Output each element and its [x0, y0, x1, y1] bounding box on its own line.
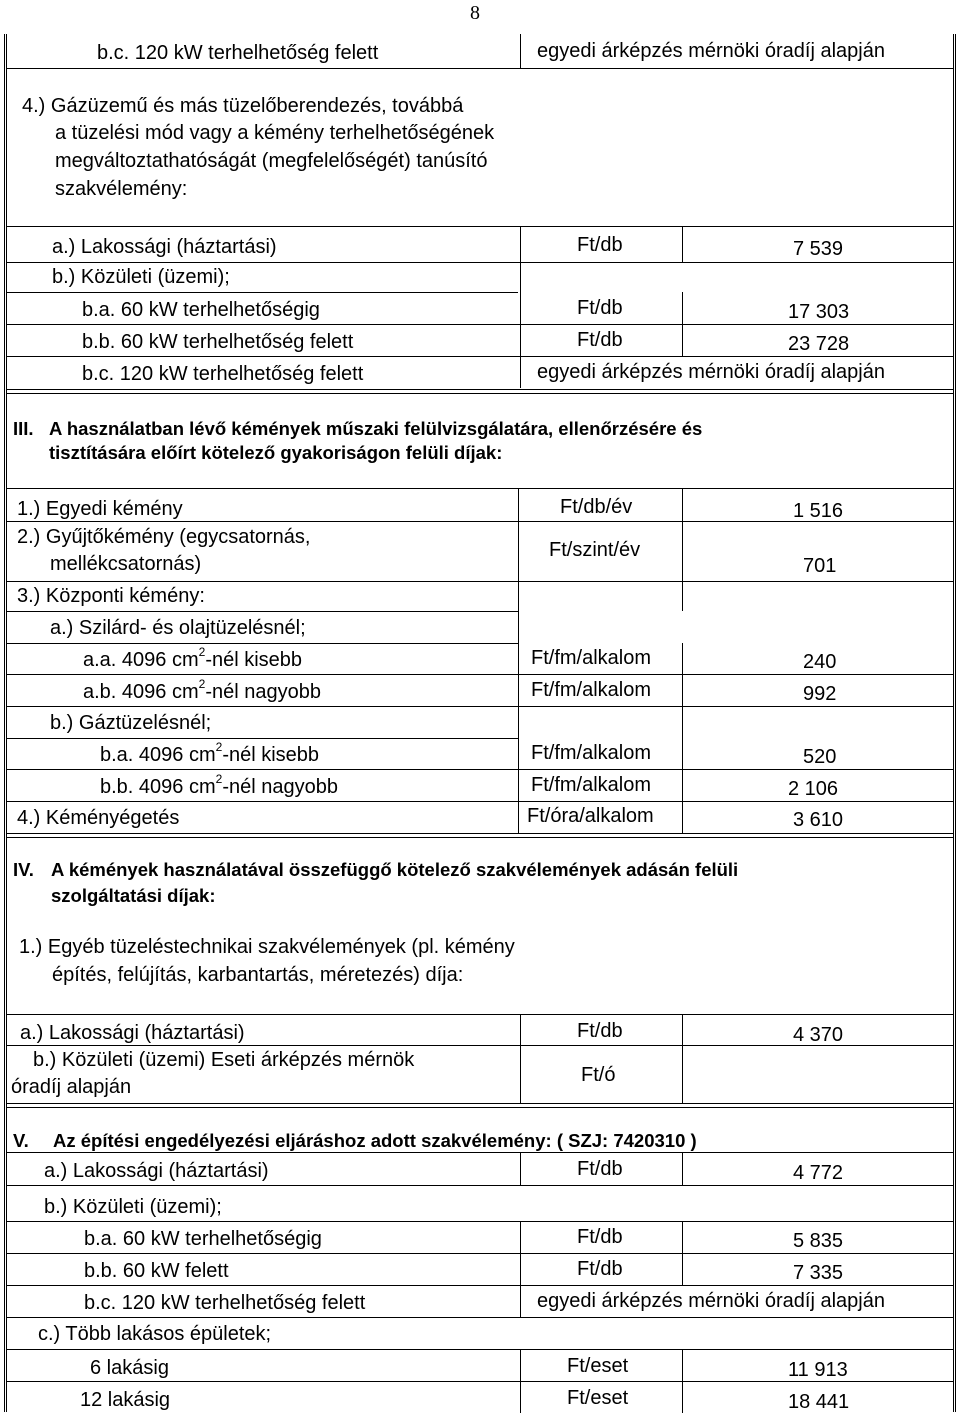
- rule: [6, 611, 518, 612]
- rule: [6, 292, 518, 293]
- sec3-r2-unit: Ft/szint/év: [549, 539, 641, 561]
- sec4b-b-unit: Ft/ó: [581, 1064, 616, 1086]
- rule: [6, 262, 954, 263]
- sec5-bc-value: egyedi árképzés mérnöki óradíj alapján: [537, 1290, 885, 1312]
- col-divider: [520, 1349, 521, 1413]
- sec4b-a-label: a.) Lakossági (háztartási): [20, 1022, 245, 1044]
- right-border: [953, 34, 956, 1412]
- sec4-a-value: 7 539: [793, 238, 844, 260]
- sec3-ab-label: a.b. 4096 $cm^2$-nél nagyobb: [83, 677, 321, 703]
- sec4-bc-label: b.c. 120 kW terhelhetőség felett: [82, 363, 364, 385]
- sec4b-b-label-2: óradíj alapján: [11, 1076, 132, 1098]
- sec3-title-2: tisztítására előírt kötelező gyakoriságon felüli díjak:: [49, 442, 503, 463]
- left-border: [4, 34, 7, 1412]
- col-divider: [682, 738, 683, 833]
- col-divider: [520, 1014, 521, 1103]
- top-bc-label: b.c. 120 kW terhelhetőség felett: [97, 42, 379, 64]
- top-bc-value: egyedi árképzés mérnöki óradíj alapján: [537, 40, 885, 62]
- sec4-line-2: a tüzelési mód vagy a kémény terhelhetőségének: [55, 122, 495, 144]
- sec3-ab-unit: Ft/fm/alkalom: [531, 679, 652, 701]
- sec3-r3b-label: b.) Gáztüzelésnél;: [50, 712, 212, 734]
- sec4-ba-value: 17 303: [788, 301, 850, 323]
- rule: [6, 1107, 954, 1108]
- sec3-ba-value: 520: [803, 746, 837, 768]
- rule: [6, 738, 518, 739]
- rule: [6, 674, 954, 675]
- col-divider: [682, 1152, 683, 1185]
- sec3-aa-label: a.a. 4096 $cm^2$-nél kisebb: [83, 645, 303, 671]
- sec3-r2-label-1: 2.) Gyűjtőkémény (egycsatornás,: [17, 526, 311, 548]
- sec3-aa-value: 240: [803, 651, 837, 673]
- sec5-bb-unit: Ft/db: [577, 1258, 623, 1280]
- col-divider: [682, 1221, 683, 1285]
- sec4b-title-2: szolgáltatási díjak:: [51, 885, 216, 906]
- sec4b-num: IV.: [13, 859, 34, 880]
- sec4b-item-1: 1.) Egyéb tüzeléstechnikai szakvélemények (pl. kémény: [19, 936, 515, 958]
- sec3-bb-label: b.b. 4096 $cm^2$-nél nagyobb: [100, 772, 338, 798]
- sec3-r3a-label: a.) Szilárd- és olajtüzelésnél;: [50, 617, 306, 639]
- col-divider: [682, 643, 683, 738]
- sec5-ba-unit: Ft/db: [577, 1226, 623, 1248]
- col-divider: [682, 1014, 683, 1103]
- sec5-c2-label: 12 lakásig: [80, 1389, 171, 1411]
- sec5-c2-unit: Ft/eset: [567, 1387, 629, 1409]
- sec3-r1-unit: Ft/db/év: [560, 496, 633, 518]
- rule: [6, 769, 954, 770]
- col-divider: [518, 488, 519, 833]
- sec5-bb-value: 7 335: [793, 1262, 844, 1284]
- sec3-num: III.: [13, 418, 34, 439]
- rule: [6, 356, 954, 357]
- sec4-bc-value: egyedi árképzés mérnöki óradíj alapján: [537, 361, 885, 383]
- sec4-ba-unit: Ft/db: [577, 297, 623, 319]
- top-divider: [520, 34, 521, 68]
- rule: [6, 1185, 954, 1186]
- rule: [6, 643, 518, 644]
- sec3-r1-value: 1 516: [793, 500, 844, 522]
- sec5-c1-unit: Ft/eset: [567, 1355, 629, 1377]
- sec5-c2-value: 18 441: [788, 1391, 850, 1413]
- sec4-bb-label: b.b. 60 kW terhelhetőség felett: [82, 331, 354, 353]
- rule: [6, 389, 954, 390]
- sec4-a-unit: Ft/db: [577, 234, 623, 256]
- rule: [6, 1221, 954, 1222]
- sec4-b-label: b.) Közületi (üzemi);: [52, 266, 230, 288]
- rule: [6, 1152, 954, 1153]
- rule: [6, 1014, 954, 1015]
- sec5-a-unit: Ft/db: [577, 1158, 623, 1180]
- sec3-r4-value: 3 610: [793, 809, 844, 831]
- sec5-c1-value: 11 913: [788, 1359, 848, 1381]
- sec3-title-1: A használatban lévő kémények műszaki felülvizsgálatára, ellenőrzésére és: [49, 418, 703, 439]
- rule: [6, 581, 954, 582]
- rule: [6, 1285, 954, 1286]
- rule: [6, 1045, 954, 1046]
- rule: [6, 1381, 954, 1382]
- page-number: 8: [470, 2, 480, 24]
- rule: [6, 1317, 954, 1318]
- sec3-r2-label-2: mellékcsatornás): [50, 553, 202, 575]
- col-divider: [682, 226, 683, 262]
- col-divider: [520, 1152, 521, 1185]
- col-divider: [682, 488, 683, 611]
- rule: [6, 488, 954, 489]
- rule: [6, 801, 954, 802]
- col-divider: [682, 1349, 683, 1413]
- col-divider: [520, 226, 521, 388]
- sec4-line-4: szakvélemény:: [55, 178, 188, 200]
- rule: [6, 324, 954, 325]
- col-divider: [520, 1221, 521, 1317]
- rule: [6, 226, 954, 227]
- sec5-b-label: b.) Közületi (üzemi);: [44, 1196, 222, 1218]
- sec3-r1-label: 1.) Egyedi kémény: [17, 498, 183, 520]
- sec5-bc-label: b.c. 120 kW terhelhetőség felett: [84, 1292, 366, 1314]
- sec5-c1-label: 6 lakásig: [90, 1357, 169, 1379]
- sec3-r3-label: 3.) Központi kémény:: [17, 585, 205, 607]
- sec4b-item-2: építés, felújítás, karbantartás, méretezés) díja:: [52, 964, 464, 986]
- sec3-r4-unit: Ft/óra/alkalom: [527, 805, 654, 827]
- sec4b-b-label-1: b.) Közületi (üzemi) Eseti árképzés mérnök: [33, 1049, 415, 1071]
- sec5-title: Az építési engedélyezési eljáráshoz adott szakvélemény: ( SZJ: 7420310 ): [53, 1130, 697, 1151]
- sec4b-title-1: A kémények használatával összefüggő kötelező szakvélemények adásán felüli: [51, 859, 739, 880]
- sec4-line-3: megváltoztathatóságát (megfelelőségét) tanúsító: [55, 150, 488, 172]
- rule: [6, 1349, 954, 1350]
- sec3-ab-value: 992: [803, 683, 837, 705]
- rule: [6, 837, 954, 838]
- sec4-a-label: a.) Lakossági (háztartási): [52, 236, 277, 258]
- sec4-ba-label: b.a. 60 kW terhelhetőségig: [82, 299, 320, 321]
- sec3-ba-unit: Ft/fm/alkalom: [531, 742, 652, 764]
- sec5-num: V.: [13, 1130, 29, 1151]
- sec4-bb-unit: Ft/db: [577, 329, 623, 351]
- sec3-r4-label: 4.) Kéményégetés: [17, 807, 180, 829]
- sec5-bb-label: b.b. 60 kW felett: [84, 1260, 229, 1282]
- sec3-bb-unit: Ft/fm/alkalom: [531, 774, 652, 796]
- sec3-r2-value: 701: [803, 555, 837, 577]
- rule: [6, 521, 954, 522]
- rule: [6, 833, 954, 834]
- rule: [6, 706, 954, 707]
- sec4b-a-unit: Ft/db: [577, 1020, 623, 1042]
- rule: [6, 68, 954, 69]
- sec5-ba-label: b.a. 60 kW terhelhetőségig: [84, 1228, 322, 1250]
- sec4b-a-value: 4 370: [793, 1024, 844, 1046]
- rule: [6, 1103, 954, 1104]
- rule: [6, 1253, 954, 1254]
- rule: [6, 393, 954, 394]
- sec4-line-1: 4.) Gázüzemű és más tüzelőberendezés, továbbá: [22, 95, 464, 117]
- sec4-bb-value: 23 728: [788, 333, 850, 355]
- sec5-a-label: a.) Lakossági (háztartási): [44, 1160, 269, 1182]
- sec3-aa-unit: Ft/fm/alkalom: [531, 647, 652, 669]
- sec5-c-label: c.) Több lakásos épületek;: [38, 1323, 272, 1345]
- sec3-ba-label: b.a. 4096 $cm^2$-nél kisebb: [100, 740, 320, 766]
- sec3-bb-value: 2 106: [788, 778, 839, 800]
- sec5-ba-value: 5 835: [793, 1230, 844, 1252]
- col-divider: [682, 292, 683, 356]
- sec5-a-value: 4 772: [793, 1162, 844, 1184]
